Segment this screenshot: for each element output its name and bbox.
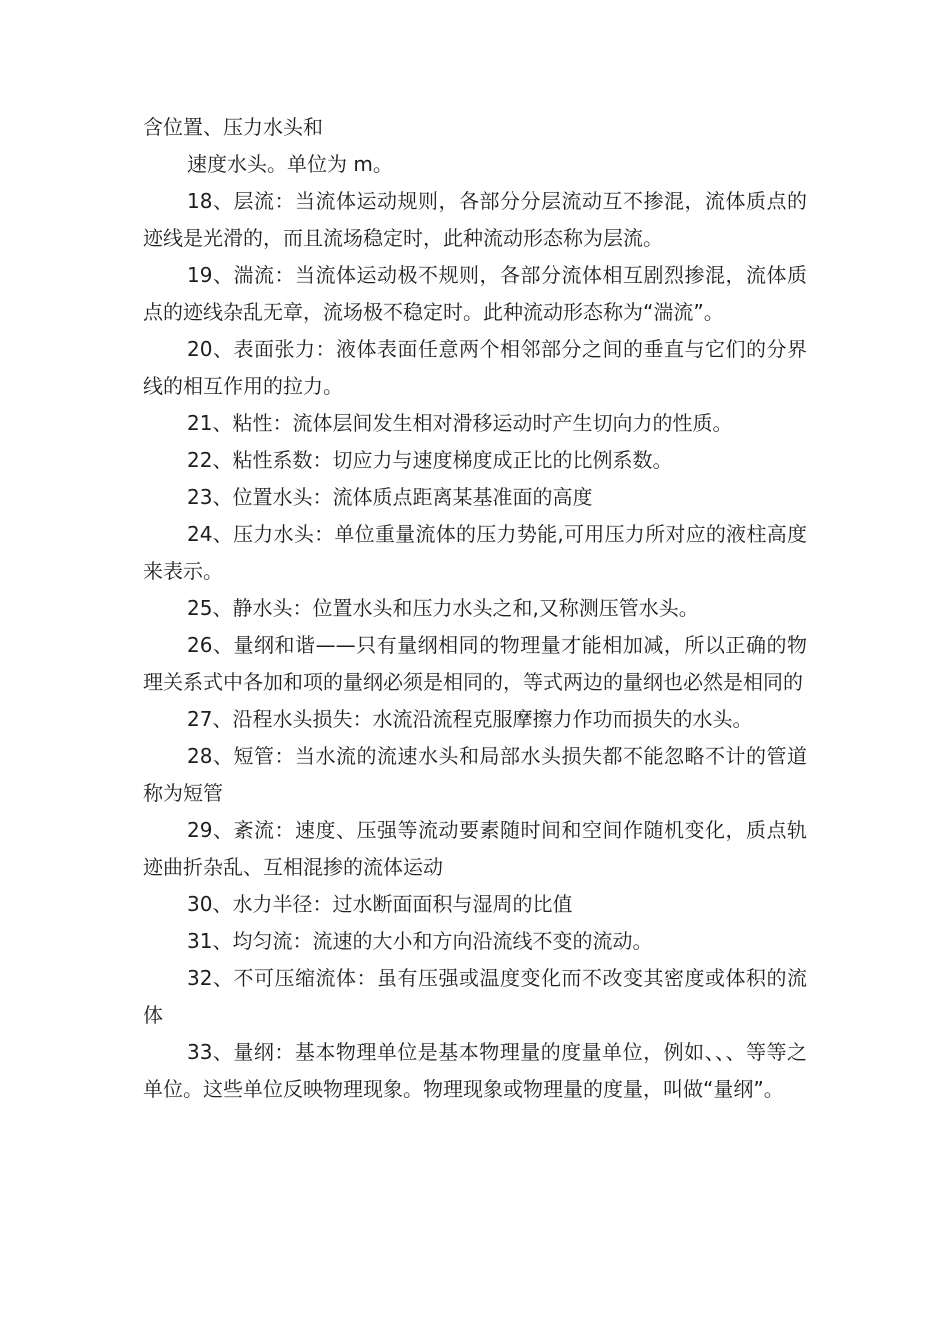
paragraph-item-27: 27、沿程水头损失：水流沿流程克服摩擦力作功而损失的水头。 (187, 707, 753, 731)
paragraph-item-19: 19、湍流：当流体运动极不规则，各部分流体相互剧烈掺混，流体质点的迹线杂乱无章，流场极不稳定时。此种流动形态称为“湍流”。 (143, 263, 807, 324)
paragraph-item-21: 21、粘性：流体层间发生相对滑移运动时产生切向力的性质。 (187, 411, 733, 435)
paragraph-item-31: 31、均匀流：流速的大小和方向沿流线不变的流动。 (187, 929, 653, 953)
paragraph-item-28: 28、短管：当水流的流速水头和局部水头损失都不能忽略不计的管道称为短管 (143, 744, 807, 805)
paragraph-item-20: 20、表面张力：液体表面任意两个相邻部分之间的垂直与它们的分界线的相互作用的拉力。 (143, 337, 807, 398)
paragraph-item-33: 33、量纲：基本物理单位是基本物理量的度量单位，例如、、、等等之单位。这些单位反映物理现象。物理现象或物理量的度量，叫做“量纲”。 (143, 1040, 807, 1101)
paragraph-item-25: 25、静水头：位置水头和压力水头之和,又称测压管水头。 (187, 596, 699, 620)
paragraph-item-32: 32、不可压缩流体：虽有压强或温度变化而不改变其密度或体积的流体 (143, 966, 807, 1027)
paragraph-item-23: 23、位置水头：流体质点距离某基准面的高度 (187, 485, 593, 509)
paragraph-item-18: 18、层流：当流体运动规则，各部分分层流动互不掺混，流体质点的迹线是光滑的，而且流场稳定时，此种流动形态称为层流。 (143, 189, 807, 250)
paragraph-continuation: 含位置、压力水头和 (143, 115, 323, 139)
document-page (143, 109, 807, 1108)
paragraph-item-29: 29、紊流：速度、压强等流动要素随时间和空间作随机变化，质点轨迹曲折杂乱、互相混掺的流体运动 (143, 818, 807, 879)
paragraph-item-30: 30、水力半径：过水断面面积与湿周的比值 (187, 892, 573, 916)
paragraph-item-24: 24、压力水头：单位重量流体的压力势能,可用压力所对应的液柱高度来表示。 (143, 522, 807, 583)
paragraph-item-22: 22、粘性系数：切应力与速度梯度成正比的比例系数。 (187, 448, 673, 472)
paragraph-continuation-unit: 速度水头。单位为 m。 (187, 152, 393, 176)
paragraph-item-26: 26、量纲和谐——只有量纲相同的物理量才能相加减，所以正确的物理关系式中各加和项的量纲必须是相同的，等式两边的量纲也必然是相同的 (143, 633, 807, 694)
